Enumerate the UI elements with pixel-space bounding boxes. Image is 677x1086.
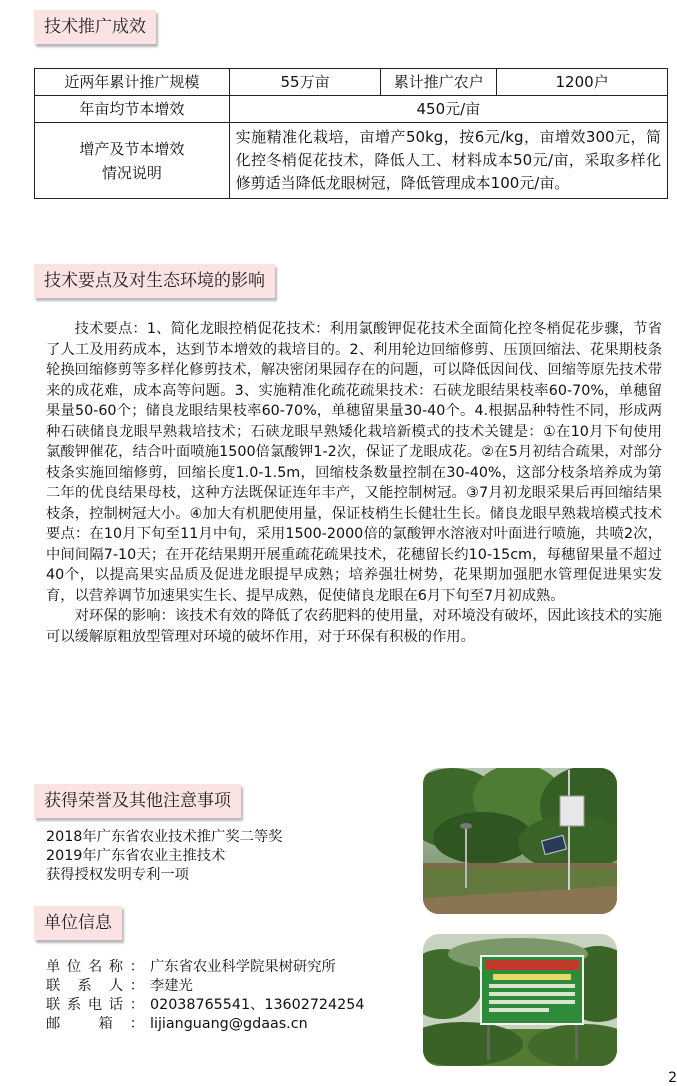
- orchard-photo-image: [423, 768, 617, 914]
- unit-name-label: 单位名称：: [46, 959, 144, 975]
- phone-value: 02038765541、13602724254: [150, 997, 365, 1013]
- key-points-body: [46, 319, 662, 647]
- desc-label-line-1: 增产及节本增效: [79, 139, 185, 158]
- section-title-key-points: 技术要点及对生态环境的影响: [34, 264, 275, 298]
- benefit-label: 年亩均节本增效: [35, 96, 230, 123]
- contact-person-row: [46, 977, 364, 996]
- sign-photo-image: [423, 934, 617, 1066]
- demonstration-sign-photo: [423, 934, 617, 1066]
- section-title-effect: 技术推广成效: [34, 10, 156, 44]
- list-item: 获得授权发明专利一项: [46, 867, 189, 883]
- farmers-value: 1200户: [497, 69, 668, 96]
- section-title-honors: 获得荣誉及其他注意事项: [34, 784, 241, 818]
- unit-name-row: [46, 958, 364, 977]
- phone-label: 联系电话：: [46, 997, 144, 1013]
- unit-name-value: 广东省农业科学院果树研究所: [150, 959, 336, 975]
- table-row: [35, 123, 668, 199]
- email-row: [46, 1015, 364, 1034]
- farmers-label: 累计推广农户: [381, 69, 497, 96]
- section-title-unit: 单位信息: [34, 906, 122, 940]
- email-label: 邮 箱：: [46, 1016, 144, 1032]
- contact-person-value: 李建光: [150, 978, 193, 994]
- scale-label: 近两年累计推广规模: [35, 69, 230, 96]
- paragraph-key-points: 技术要点：1、简化龙眼控梢促花技术：利用氯酸钾促花技术全面简化控冬梢促花步骤，节省了人工及用药成本，达到节本增效的栽培目的。2、利用轮边回缩修剪、压顶回缩法、花果期枝条轮换回缩修剪等多样化修剪技术，解决密闭果园存在的问题，可以降低因间伐、回缩等原先技术带来的成花难，成本高等问题。3、实施精准化疏花疏果技术：石硖龙眼结果枝率60-70%，单穗留果量50-60个；储良龙眼结果枝率60-70%，单穗留果量30-40个。4.根据品种特性不同，形成两种石硖储良龙眼早熟栽培技术；石硖龙眼早熟矮化栽培新模式的技术关键是：①在10月下旬使用氯酸钾催花，结合叶面喷施1500倍氯酸钾1-2次，保证了龙眼成花。②在5月初结合疏果，对部分枝条实施回缩修剪，回缩长度1.0-1.5m，回缩枝条数量控制在30-40%，这部分枝条培养成为第二年的优良结果母枝，这种方法既保证连年丰产，又能控制树冠。③7月初龙眼采果后再回缩结果枝条，控制树冠大小。④加大有机肥使用量，保证枝梢生长健壮生长。储良龙眼早熟栽培模式技术要点：在10月下旬至11月中旬，采用1500-2000倍的氯酸钾水溶液对叶面进行喷施，共喷2次，中间间隔7-10天；在开花结果期开展重疏花疏果技术，花穗留长约10-15cm，每穗留果量不超过40个，以提高果实品质及促进龙眼提早成熟；培养强壮树势，花果期加强肥水管理促进果实发育，以营养调节加速果实生长、提早成熟，促使储良龙眼在6月下旬至7月初成熟。: [46, 321, 662, 604]
- contact-person-label: 联 系 人：: [46, 978, 144, 994]
- benefit-value: 450元/亩: [229, 96, 667, 123]
- desc-label-line-2: 情况说明: [101, 163, 162, 182]
- table-row: [35, 69, 668, 96]
- email-value: lijianguang@gdaas.cn: [150, 1016, 308, 1032]
- page-number: 2: [668, 1070, 677, 1086]
- unit-info: [46, 958, 364, 1034]
- effect-table: [34, 68, 668, 199]
- desc-text: 实施精准化栽培，亩增产50kg，按6元/kg，亩增效300元，简化控冬梢促花技术，降低人工、材料成本50元/亩，采取多样化修剪适当降低龙眼树冠，降低管理成本100元/亩。: [229, 123, 667, 199]
- phone-row: [46, 996, 364, 1015]
- table-row: [35, 96, 668, 123]
- scale-value: 55万亩: [229, 69, 381, 96]
- paragraph-environment: 对环保的影响：该技术有效的降低了农药肥料的使用量，对环境没有破坏，因此该技术的实施可以缓解原粗放型管理对环境的破坏作用，对于环保有积极的作用。: [46, 608, 662, 645]
- desc-label: [35, 123, 230, 199]
- orchard-weather-station-photo: [423, 768, 617, 914]
- honors-list: [46, 828, 283, 885]
- list-item: 2018年广东省农业技术推广奖二等奖: [46, 829, 283, 845]
- list-item: 2019年广东省农业主推技术: [46, 848, 226, 864]
